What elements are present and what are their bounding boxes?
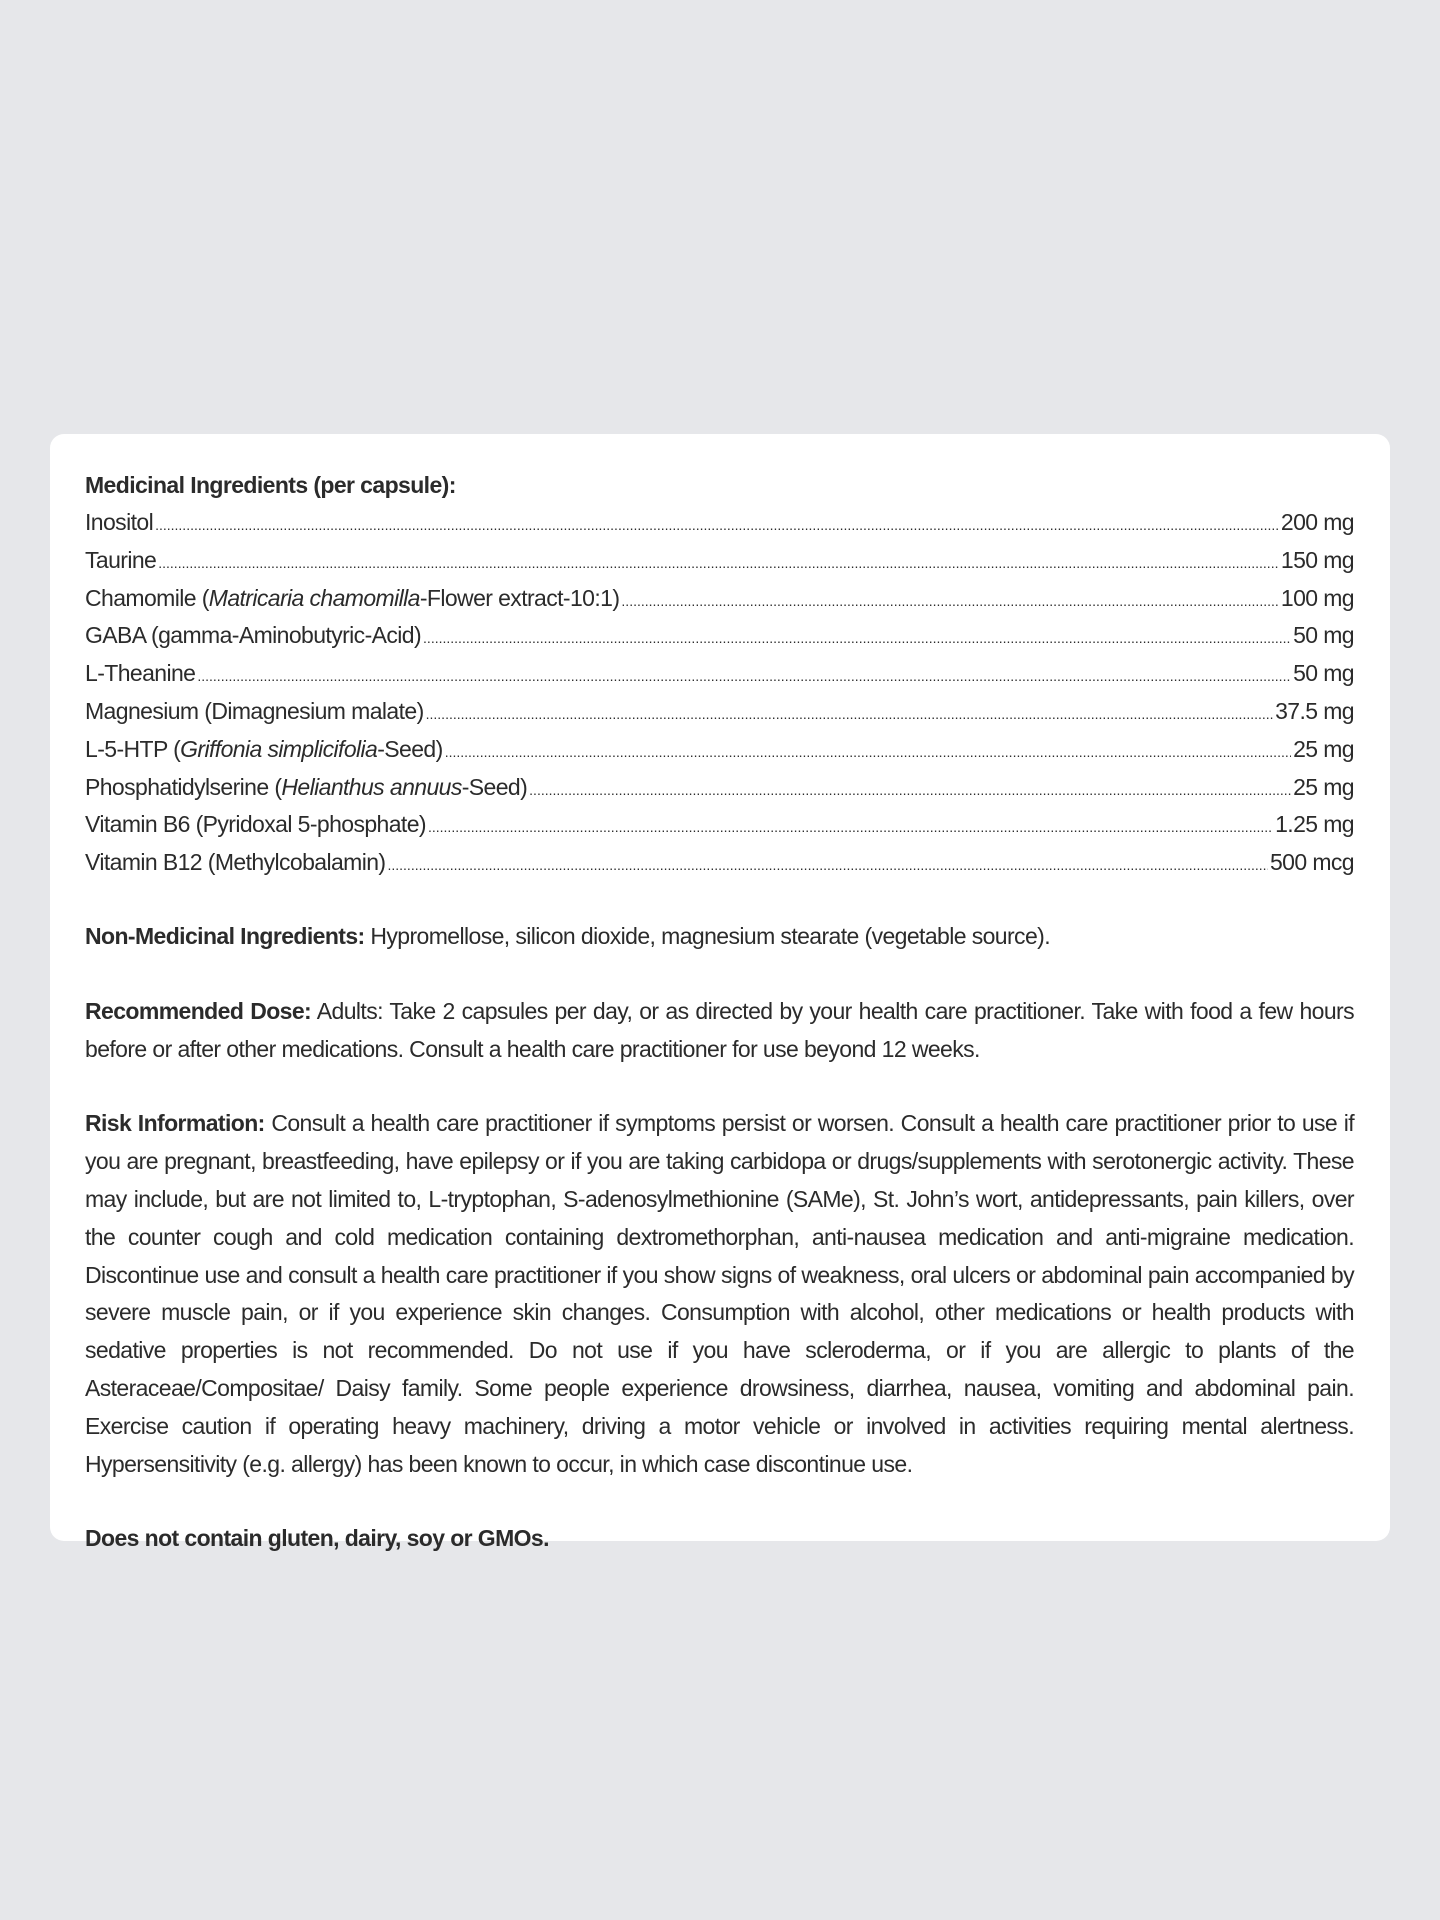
ingredient-amount: 150 mg — [1280, 546, 1354, 573]
dot-leader — [197, 658, 1291, 696]
dot-leader — [423, 620, 1291, 658]
ingredient-name: GABA (gamma-Aminobutyric-Acid) — [85, 622, 422, 649]
dot-leader — [428, 809, 1273, 847]
botanical-name: Helianthus annuus — [281, 773, 462, 800]
dot-leader — [387, 847, 1268, 885]
ingredient-amount: 50 mg — [1293, 622, 1354, 649]
ingredient-row — [85, 844, 1354, 882]
ingredient-name: Vitamin B12 (Methylcobalamin) — [85, 849, 386, 876]
non-medicinal-ingredients — [85, 918, 1354, 956]
product-info-card — [50, 434, 1390, 1552]
risk-information — [85, 1105, 1354, 1483]
dot-leader — [621, 583, 1278, 621]
dot-leader — [426, 696, 1273, 734]
botanical-name: Matricaria chamomilla — [208, 584, 420, 611]
ingredient-name: Chamomile (Matricaria chamomilla-Flower extract-10:1) — [85, 584, 620, 611]
recommended-dose — [85, 993, 1354, 1069]
dose-label: Recommended Dose: — [85, 997, 312, 1024]
ingredient-row — [85, 806, 1354, 844]
ingredient-row — [85, 655, 1354, 693]
ingredient-row — [85, 769, 1354, 807]
medicinal-ingredients-heading: Medicinal Ingredients (per capsule): — [85, 472, 456, 498]
dot-leader — [445, 734, 1291, 772]
dot-leader — [155, 507, 1279, 545]
dot-leader — [158, 545, 1279, 583]
ingredient-amount: 50 mg — [1293, 660, 1354, 687]
ingredient-row — [85, 542, 1354, 580]
risk-label: Risk Information: — [85, 1110, 265, 1137]
ingredient-name: Phosphatidylserine (Helianthus annuus-Seed) — [85, 773, 528, 800]
ingredient-name: Magnesium (Dimagnesium malate) — [85, 697, 424, 724]
non-medicinal-label: Non-Medicinal Ingredients: — [85, 922, 365, 949]
ingredient-amount: 25 mg — [1293, 735, 1354, 762]
non-medicinal-text: Hypromellose, silicon dioxide, magnesium stearate (vegetable source). — [364, 922, 1050, 949]
ingredient-name: L-5-HTP (Griffonia simplicifolia-Seed) — [85, 735, 443, 762]
ingredient-row — [85, 693, 1354, 731]
ingredient-amount: 200 mg — [1280, 509, 1354, 535]
ingredient-amount: 100 mg — [1280, 584, 1354, 611]
ingredient-amount: 500 mcg — [1269, 849, 1354, 876]
ingredient-row — [85, 731, 1354, 769]
ingredient-name: L-Theanine — [85, 660, 196, 687]
ingredient-amount: 25 mg — [1293, 773, 1354, 800]
ingredient-name: Taurine — [85, 546, 157, 573]
dot-leader — [529, 772, 1291, 810]
ingredient-amount: 1.25 mg — [1275, 811, 1354, 838]
risk-text: Consult a health care practitioner if symptoms persist or worsen. Consult a health care practitioner prior to use if you are pregnant, breastfeeding, have epilepsy or if you are taking carbidopa or drugs/supplements with serotonergic activity. These may include, but are not limited to, L-tryptophan, S-adenosylmethionine (SAMe), St. John’s wort, antidepressants, pain killers, over the counter cough and cold medication containing dextromethorphan, anti-nausea medication and anti-migraine medication. Discontinue use and consult a health care practitioner if you show signs of weakness, oral ulcers or abdominal pain accompanied by severe muscle pain, or if you experience skin changes. Consumption with alcohol, other medications or health products with sedative properties is not recommended. Do not use if you have scleroderma, or if you are allergic to plants of the Asteraceae/Compositae/ Daisy family. Some people experience drowsiness, diarrhea, nausea, vomiting and abdominal pain. Exercise caution if operating heavy machinery, driving a motor vehicle or involved in activities requiring mental alertness. Hypersensitivity (e.g. allergy) has been known to occur, in which case discontinue use. — [85, 1110, 1354, 1477]
allergen-note: Does not contain gluten, dairy, soy or GMOs. — [85, 1525, 549, 1552]
ingredient-row — [85, 504, 1354, 542]
ingredient-row — [85, 580, 1354, 618]
ingredient-amount: 37.5 mg — [1275, 697, 1354, 724]
botanical-name: Griffonia simplicifolia — [180, 735, 378, 762]
ingredient-row — [85, 617, 1354, 655]
dose-text: Adults: Take 2 capsules per day, or as directed by your health care practitioner. Take with food a few hours before or after other medications. Consult a health care practitioner for use beyond 12 weeks. — [85, 997, 1354, 1062]
ingredient-name: Vitamin B6 (Pyridoxal 5-phosphate) — [85, 811, 426, 838]
ingredient-name: Inositol — [85, 509, 154, 535]
ingredient-list — [85, 504, 1354, 882]
